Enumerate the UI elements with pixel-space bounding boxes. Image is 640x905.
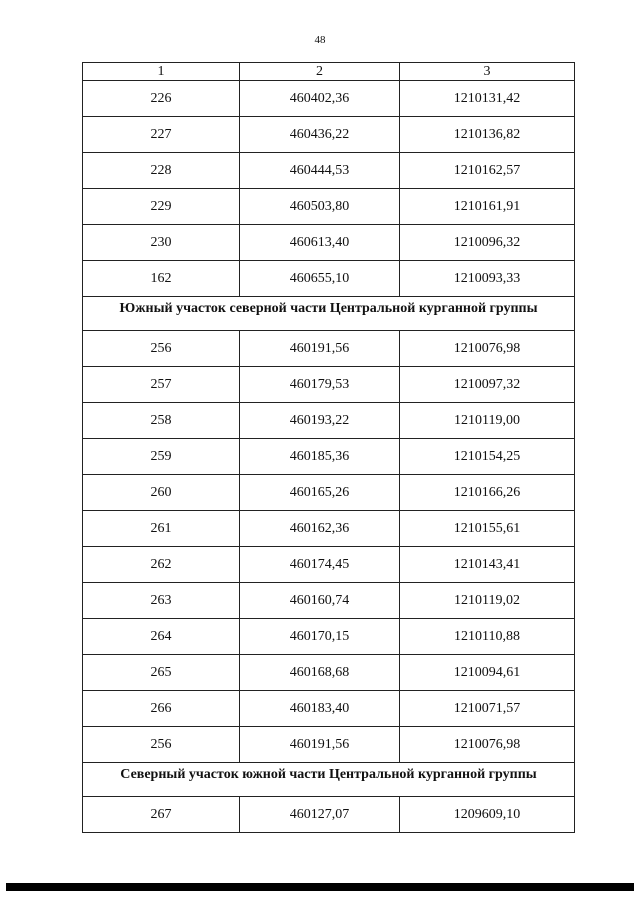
table-row (83, 439, 575, 475)
point-number-cell: 256 (83, 727, 240, 763)
table-row (83, 117, 575, 153)
section-heading: Южный участок северной части Центральной курганной группы (83, 297, 575, 331)
y-coordinate-cell: 1210143,41 (400, 547, 575, 583)
y-coordinate-cell: 1209609,10 (400, 797, 575, 833)
x-coordinate-cell: 460193,22 (240, 403, 400, 439)
point-number-cell: 262 (83, 547, 240, 583)
x-coordinate-cell: 460613,40 (240, 225, 400, 261)
x-coordinate-cell: 460160,74 (240, 583, 400, 619)
section-heading: Северный участок южной части Центральной курганной группы (83, 763, 575, 797)
x-coordinate-cell: 460185,36 (240, 439, 400, 475)
point-number-cell: 259 (83, 439, 240, 475)
point-number-cell: 261 (83, 511, 240, 547)
x-coordinate-cell: 460191,56 (240, 331, 400, 367)
point-number-cell: 229 (83, 189, 240, 225)
y-coordinate-cell: 1210097,32 (400, 367, 575, 403)
x-coordinate-cell: 460436,22 (240, 117, 400, 153)
y-coordinate-cell: 1210131,42 (400, 81, 575, 117)
x-coordinate-cell: 460179,53 (240, 367, 400, 403)
table-row (83, 547, 575, 583)
point-number-cell: 162 (83, 261, 240, 297)
point-number-cell: 264 (83, 619, 240, 655)
y-coordinate-cell: 1210166,26 (400, 475, 575, 511)
column-header-2: 2 (240, 63, 400, 81)
table-row (83, 225, 575, 261)
coordinates-table (82, 62, 575, 833)
y-coordinate-cell: 1210119,02 (400, 583, 575, 619)
table-body (83, 81, 575, 833)
y-coordinate-cell: 1210076,98 (400, 727, 575, 763)
table-row (83, 797, 575, 833)
table-row (83, 261, 575, 297)
y-coordinate-cell: 1210094,61 (400, 655, 575, 691)
table-row (83, 511, 575, 547)
table-header-row (83, 63, 575, 81)
column-header-1: 1 (83, 63, 240, 81)
x-coordinate-cell: 460168,68 (240, 655, 400, 691)
table-row (83, 403, 575, 439)
table-row (83, 475, 575, 511)
section-heading-row (83, 763, 575, 797)
table-row (83, 619, 575, 655)
table-row (83, 367, 575, 403)
point-number-cell: 226 (83, 81, 240, 117)
point-number-cell: 230 (83, 225, 240, 261)
x-coordinate-cell: 460174,45 (240, 547, 400, 583)
table-row (83, 189, 575, 225)
table-row (83, 153, 575, 189)
table-row (83, 583, 575, 619)
point-number-cell: 228 (83, 153, 240, 189)
x-coordinate-cell: 460655,10 (240, 261, 400, 297)
y-coordinate-cell: 1210162,57 (400, 153, 575, 189)
x-coordinate-cell: 460165,26 (240, 475, 400, 511)
point-number-cell: 263 (83, 583, 240, 619)
bottom-border-bar (6, 883, 634, 891)
point-number-cell: 266 (83, 691, 240, 727)
column-header-3: 3 (400, 63, 575, 81)
y-coordinate-cell: 1210136,82 (400, 117, 575, 153)
x-coordinate-cell: 460503,80 (240, 189, 400, 225)
y-coordinate-cell: 1210110,88 (400, 619, 575, 655)
table-row (83, 331, 575, 367)
y-coordinate-cell: 1210096,32 (400, 225, 575, 261)
y-coordinate-cell: 1210155,61 (400, 511, 575, 547)
point-number-cell: 265 (83, 655, 240, 691)
point-number-cell: 260 (83, 475, 240, 511)
table-row (83, 691, 575, 727)
point-number-cell: 258 (83, 403, 240, 439)
point-number-cell: 267 (83, 797, 240, 833)
y-coordinate-cell: 1210071,57 (400, 691, 575, 727)
x-coordinate-cell: 460183,40 (240, 691, 400, 727)
x-coordinate-cell: 460444,53 (240, 153, 400, 189)
x-coordinate-cell: 460127,07 (240, 797, 400, 833)
y-coordinate-cell: 1210093,33 (400, 261, 575, 297)
point-number-cell: 227 (83, 117, 240, 153)
y-coordinate-cell: 1210154,25 (400, 439, 575, 475)
table-row (83, 655, 575, 691)
y-coordinate-cell: 1210161,91 (400, 189, 575, 225)
point-number-cell: 256 (83, 331, 240, 367)
page-number: 48 (314, 34, 326, 46)
y-coordinate-cell: 1210076,98 (400, 331, 575, 367)
x-coordinate-cell: 460191,56 (240, 727, 400, 763)
point-number-cell: 257 (83, 367, 240, 403)
x-coordinate-cell: 460162,36 (240, 511, 400, 547)
table-row (83, 81, 575, 117)
x-coordinate-cell: 460170,15 (240, 619, 400, 655)
x-coordinate-cell: 460402,36 (240, 81, 400, 117)
section-heading-row (83, 297, 575, 331)
table-row (83, 727, 575, 763)
y-coordinate-cell: 1210119,00 (400, 403, 575, 439)
